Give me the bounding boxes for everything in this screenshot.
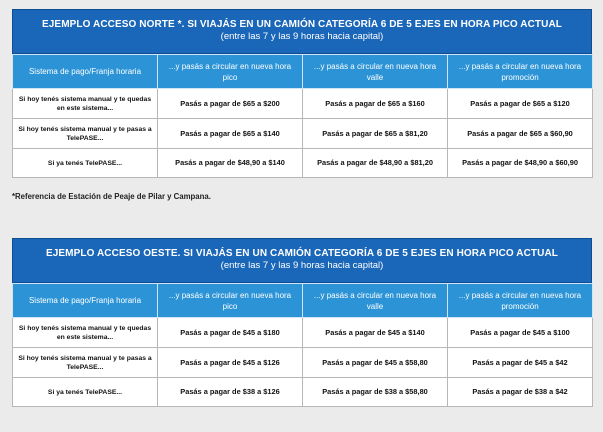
fare-cell: Pasás a pagar de $45 a $126: [158, 348, 303, 378]
header-new-peak: ...y pasás a circular en nueva hora pico: [158, 55, 303, 89]
row-label: Si hoy tenés sistema manual y te pasas a TelePASE...: [13, 119, 158, 149]
fare-cell: Pasás a pagar de $38 a $126: [158, 378, 303, 407]
fare-cell: Pasás a pagar de $48,90 a $81,20: [303, 149, 448, 178]
west-title: EJEMPLO ACCESO OESTE. SI VIAJÁS EN UN CAMIÓN CATEGORÍA 6 DE 5 EJES EN HORA PICO ACTUAL: [45, 248, 558, 259]
header-payment-system: Sistema de pago/Franja horaria: [13, 284, 158, 318]
north-subtitle: (entre las 7 y las 9 horas hacia capital): [220, 31, 384, 42]
west-banner: [12, 238, 592, 283]
fare-cell: Pasás a pagar de $65 a $120: [448, 89, 593, 119]
fare-cell: Pasás a pagar de $45 a $180: [158, 318, 303, 348]
table-header-row: [13, 55, 593, 89]
west-subtitle: (entre las 7 y las 9 horas hacia capital): [220, 260, 384, 271]
fare-cell: Pasás a pagar de $48,90 a $60,90: [448, 149, 593, 178]
fare-cell: Pasás a pagar de $38 a $58,80: [303, 378, 448, 407]
table-header-row: [13, 284, 593, 318]
row-label: Si hoy tenés sistema manual y te pasas a TelePASE...: [13, 348, 158, 378]
header-payment-system: Sistema de pago/Franja horaria: [13, 55, 158, 89]
fare-cell: Pasás a pagar de $48,90 a $140: [158, 149, 303, 178]
row-label: Si hoy tenés sistema manual y te quedas en este sistema...: [13, 89, 158, 119]
row-label: Si ya tenés TelePASE...: [13, 149, 158, 178]
north-title: EJEMPLO ACCESO NORTE *. SI VIAJÁS EN UN CAMIÓN CATEGORÍA 6 DE 5 EJES EN HORA PICO ACTUAL: [42, 19, 562, 30]
north-access-block: [12, 9, 592, 178]
fare-cell: Pasás a pagar de $45 a $42: [448, 348, 593, 378]
header-new-valley: ...y pasás a circular en nueva hora valle: [303, 284, 448, 318]
table-row: [13, 119, 593, 149]
table-row: [13, 378, 593, 407]
fare-cell: Pasás a pagar de $65 a $140: [158, 119, 303, 149]
fare-cell: Pasás a pagar de $38 a $42: [448, 378, 593, 407]
footnote: *Referencia de Estación de Peaje de Pilar y Campana.: [12, 192, 211, 201]
header-new-promo: ...y pasás a circular en nueva hora promoción: [448, 284, 593, 318]
north-fare-table: [12, 54, 593, 178]
fare-cell: Pasás a pagar de $45 a $140: [303, 318, 448, 348]
fare-cell: Pasás a pagar de $45 a $100: [448, 318, 593, 348]
row-label: Si ya tenés TelePASE...: [13, 378, 158, 407]
west-access-block: [12, 238, 592, 407]
header-new-valley: ...y pasás a circular en nueva hora valle: [303, 55, 448, 89]
fare-cell: Pasás a pagar de $65 a $160: [303, 89, 448, 119]
west-fare-table: [12, 283, 593, 407]
table-row: [13, 318, 593, 348]
fare-cell: Pasás a pagar de $65 a $81,20: [303, 119, 448, 149]
fare-cell: Pasás a pagar de $65 a $60,90: [448, 119, 593, 149]
fare-cell: Pasás a pagar de $65 a $200: [158, 89, 303, 119]
row-label: Si hoy tenés sistema manual y te quedas en este sistema...: [13, 318, 158, 348]
north-banner: [12, 9, 592, 54]
header-new-peak: ...y pasás a circular en nueva hora pico: [158, 284, 303, 318]
table-row: [13, 348, 593, 378]
table-row: [13, 89, 593, 119]
header-new-promo: ...y pasás a circular en nueva hora promoción: [448, 55, 593, 89]
table-row: [13, 149, 593, 178]
fare-cell: Pasás a pagar de $45 a $58,80: [303, 348, 448, 378]
